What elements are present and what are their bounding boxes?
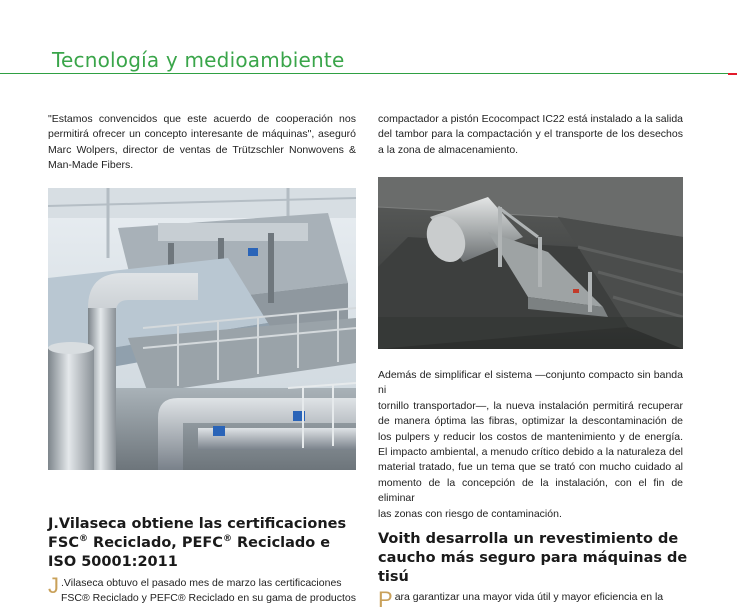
headline-fragment: Reciclado e <box>231 535 331 551</box>
headline-line: caucho más seguro para máquinas de <box>378 550 688 566</box>
text-line: ara garantizar una mayor vida útil y mayor eficiencia en la <box>394 591 664 603</box>
drop-cap: P <box>378 587 393 612</box>
voith-article-paragraph <box>378 587 683 612</box>
nonwovens-machine-illustration <box>48 188 356 470</box>
text-line: FSC® Reciclado y PEFC® Reciclado en su gama de productos <box>61 592 357 604</box>
text-line: "Estamos convencidos que este acuerdo de cooperación nos <box>48 113 356 125</box>
text-line: tornillo transportador—, la nueva instalación permitirá recuperar <box>378 399 683 412</box>
header-rule <box>0 73 737 74</box>
headline-line: J.Vilaseca obtiene las certificaciones <box>48 516 347 532</box>
text-line: las zonas con riesgo de contaminación. <box>378 507 562 520</box>
text-line: .Vilaseca obtuvo el pasado mes de marzo las certificaciones <box>61 577 342 589</box>
text-line: compactador a pistón Ecocompact IC22 está instalado a la salida <box>378 113 683 125</box>
headline-line: tisú <box>378 569 409 585</box>
vilaseca-article-paragraph <box>48 573 357 606</box>
text-line: momento de la concepción de la instalación, con el fin de eliminar <box>378 476 683 505</box>
headline-line: ISO 50001:2011 <box>48 554 178 570</box>
left-intro-paragraph <box>48 112 356 174</box>
text-line: a la zona de almacenamiento. <box>378 143 519 156</box>
drop-cap: J <box>48 573 59 598</box>
voith-headline <box>378 530 688 587</box>
page-header <box>0 0 737 80</box>
section-title: Tecnología y medioambiente <box>52 48 345 72</box>
text-line: Además de simplificar el sistema —conjunto compacto sin banda ni <box>378 369 683 397</box>
headline-fragment: FSC <box>48 535 79 551</box>
headline-fragment: Reciclado, PEFC <box>88 535 223 551</box>
compactor-illustration <box>378 177 683 349</box>
text-line: del tambor para la compactación y el transporte de los desechos <box>378 128 683 141</box>
registered-mark: ® <box>79 534 88 545</box>
text-line: de manera óptima las fibras, optimizar la descontaminación de <box>378 415 683 428</box>
text-line: los pulpers y reducir los costos de mantenimiento y de energía. <box>378 430 683 443</box>
headline-line: Voith desarrolla un revestimiento de <box>378 531 679 547</box>
nonwovens-machine-photo <box>48 188 356 470</box>
text-line: Marc Wolpers, director de ventas de Trützschler Nonwovens & <box>48 143 356 156</box>
right-body-paragraph <box>378 368 683 522</box>
text-line: permitirá ofrecer un concepto interesante de máquinas", aseguró <box>48 128 356 141</box>
text-line: El impacto ambiental, a menudo crítico debido a la naturaleza del <box>378 446 683 459</box>
right-intro-paragraph <box>378 112 683 158</box>
registered-mark: ® <box>222 534 232 545</box>
header-rule-accent <box>728 73 737 75</box>
text-line: material tratado, fue un tema que se trató con mucho cuidado al <box>378 461 683 474</box>
compactor-photo <box>378 177 683 349</box>
text-line: Man-Made Fibers. <box>48 159 134 172</box>
vilaseca-headline <box>48 515 358 572</box>
headline-line <box>48 534 358 553</box>
